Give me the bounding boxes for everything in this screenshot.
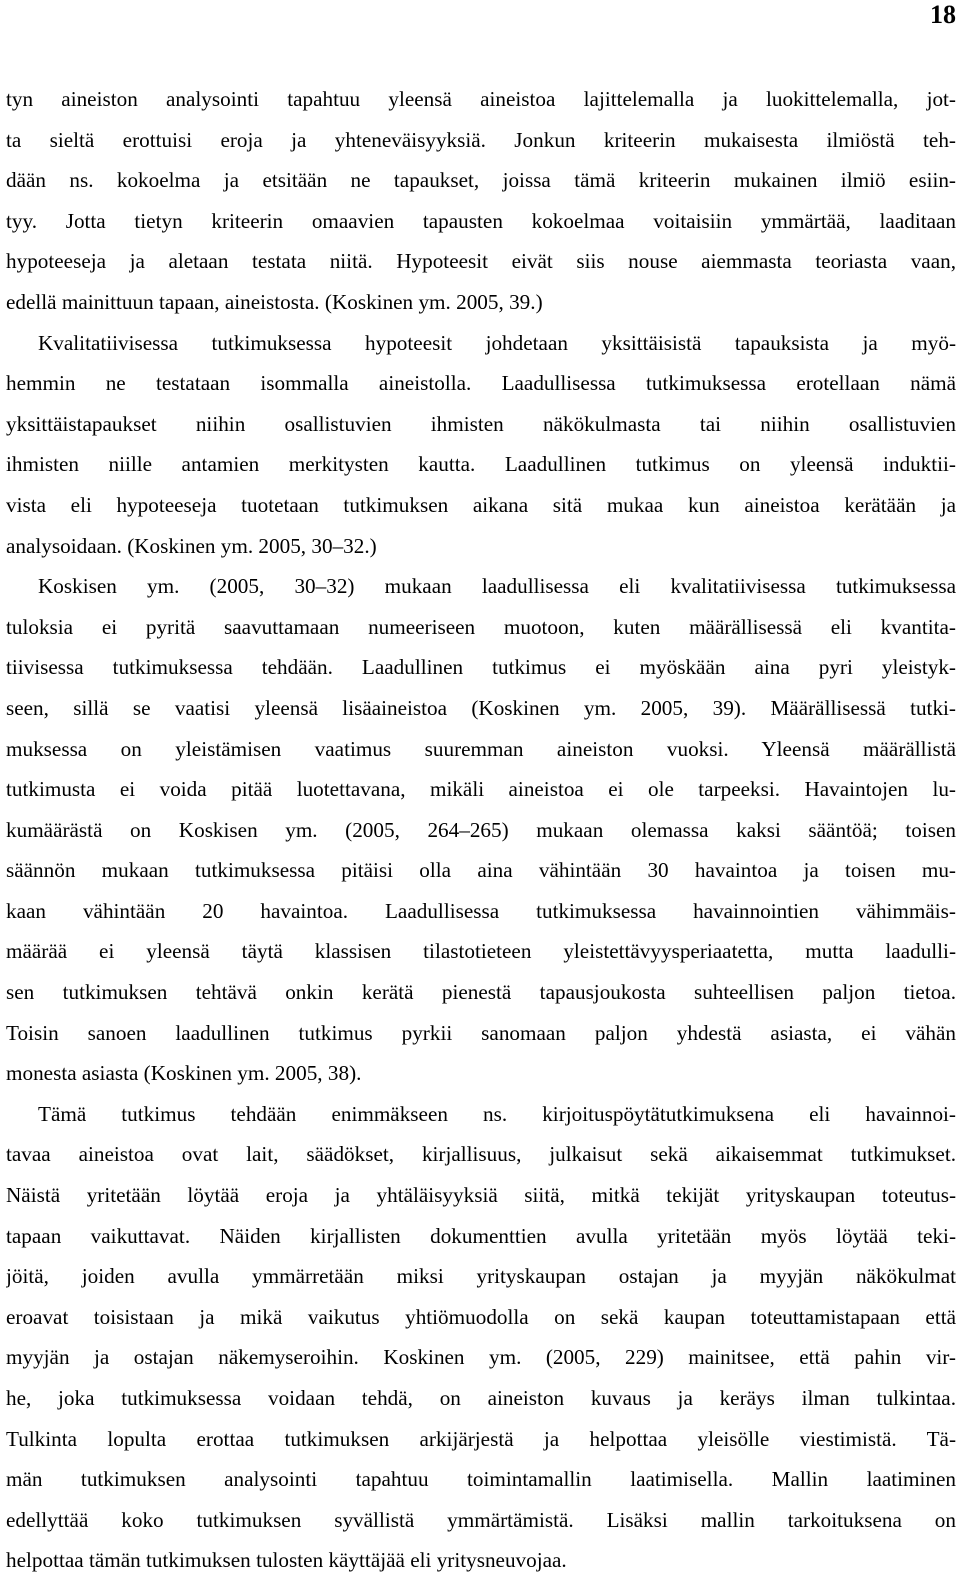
text-line: tyy. Jotta tietyn kriteerin omaavien tapausten kokoelmaa voitaisiin ymmärtää, laaditaan [6,208,956,233]
text-line: hypoteeseja ja aletaan testata niitä. Hypoteesit eivät siis nouse aiemmasta teoriasta vaan, [6,249,956,274]
text-line: dään ns. kokoelma ja etsitään ne tapaukset, joissa tämä kriteerin mukainen ilmiö esiin- [6,168,956,193]
text-line: yksittäistapaukset niihin osallistuvien ihmisten näkökulmasta tai niihin osallistuvien [6,411,956,436]
text-line: tutkimusta ei voida pitää luotettavana, mikäli aineistoa ei ole tarpeeksi. Havaintojen lu- [6,777,956,802]
text-line: tuloksia ei pyritä saavuttamaan numeeriseen muotoon, kuten määrällisessä eli kvantita- [6,614,956,639]
text-line: ta sieltä erottuisi eroja ja yhteneväisyyksiä. Jonkun kriteerin mukaisesta ilmiöstä teh- [6,127,956,152]
text-line: seen, sillä se vaatisi yleensä lisäaineistoa (Koskinen ym. 2005, 39). Määrällisessä tutki- [6,695,956,720]
text-line: Koskisen ym. (2005, 30–32) mukaan laadullisessa eli kvalitatiivisessa tutkimuksessa [38,574,956,599]
text-line: helpottaa tämän tutkimuksen tulosten käyttäjää eli yritysneuvojaa. [6,1548,567,1573]
text-line: kumäärästä on Koskisen ym. (2005, 264–265) mukaan olemassa kaksi sääntöä; toisen [6,817,956,842]
text-line: vista eli hypoteeseja tuotetaan tutkimuksen aikana sitä mukaa kun aineistoa kerätään ja [6,492,956,517]
text-line: tapaan vaikuttavat. Näiden kirjallisten dokumenttien avulla yritetään myös löytää teki- [6,1223,956,1248]
text-line: Toisin sanoen laadullinen tutkimus pyrkii sanomaan paljon yhdestä asiasta, ei vähän [6,1020,956,1045]
text-line: monesta asiasta (Koskinen ym. 2005, 38). [6,1061,362,1086]
text-line: män tutkimuksen analysointi tapahtuu toimintamallin laatimisella. Mallin laatiminen [6,1467,956,1492]
text-line: eroavat toisistaan ja mikä vaikutus yhtiömuodolla on sekä kaupan toteuttamistapaan että [6,1304,956,1329]
text-line: kaan vähintään 20 havaintoa. Laadullisessa tutkimuksessa havainnointien vähimmäis- [6,898,956,923]
text-line: tiivisessa tutkimuksessa tehdään. Laadullinen tutkimus ei myöskään aina pyri yleistyk- [6,655,956,680]
body-text [6,79,956,1581]
text-line: hemmin ne testataan isommalla aineistolla. Laadullisessa tutkimuksessa erotellaan nämä [6,371,956,396]
text-line: Tämä tutkimus tehdään enimmäkseen ns. kirjoituspöytätutkimuksena eli havainnoi- [38,1101,956,1126]
text-line: ihmisten niille antamien merkitysten kautta. Laadullinen tutkimus on yleensä induktii- [6,452,956,477]
text-line: Näistä yritetään löytää eroja ja yhtäläisyyksiä siitä, mitkä tekijät yrityskaupan toteutus- [6,1183,956,1208]
text-line: Kvalitatiivisessa tutkimuksessa hypoteesit johdetaan yksittäisistä tapauksista ja myö- [38,330,956,355]
text-line: analysoidaan. (Koskinen ym. 2005, 30–32.) [6,533,377,558]
text-line: määrää ei yleensä täytä klassisen tilastotieteen yleistettävyysperiaatetta, mutta laadulli- [6,939,956,964]
text-line: säännön mukaan tutkimuksessa pitäisi olla aina vähintään 30 havaintoa ja toisen mu- [6,858,956,883]
text-line: he, joka tutkimuksessa voidaan tehdä, on aineiston kuvaus ja keräys ilman tulkintaa. [6,1386,956,1410]
text-line: Tulkinta lopulta erottaa tutkimuksen arkijärjestä ja helpottaa yleisölle viestimistä. Tä- [6,1426,956,1451]
text-line: sen tutkimuksen tehtävä onkin kerätä pienestä tapausjoukosta suhteellisen paljon tietoa. [6,980,956,1005]
text-line: jöitä, joiden avulla ymmärretään miksi yrityskaupan ostajan ja myyjän näkökulmat [6,1264,956,1289]
text-line: edellä mainittuun tapaan, aineistosta. (Koskinen ym. 2005, 39.) [6,289,543,314]
text-line: muksessa on yleistämisen vaatimus suuremman aineiston vuoksi. Yleensä määrällistä [6,736,956,761]
text-line: tavaa aineistoa ovat lait, säädökset, kirjallisuus, julkaisut sekä aikaisemmat tutkimukset. [6,1142,956,1167]
page-number: 18 [930,0,956,29]
text-line: myyjän ja ostajan näkemyseroihin. Koskinen ym. (2005, 229) mainitsee, että pahin vir- [6,1345,956,1370]
text-line: tyn aineiston analysointi tapahtuu yleensä aineistoa lajittelemalla ja luokittelemalla, jot- [6,87,956,111]
text-line: edellyttää koko tutkimuksen syvällistä ymmärtämistä. Lisäksi mallin tarkoituksena on [6,1507,956,1532]
